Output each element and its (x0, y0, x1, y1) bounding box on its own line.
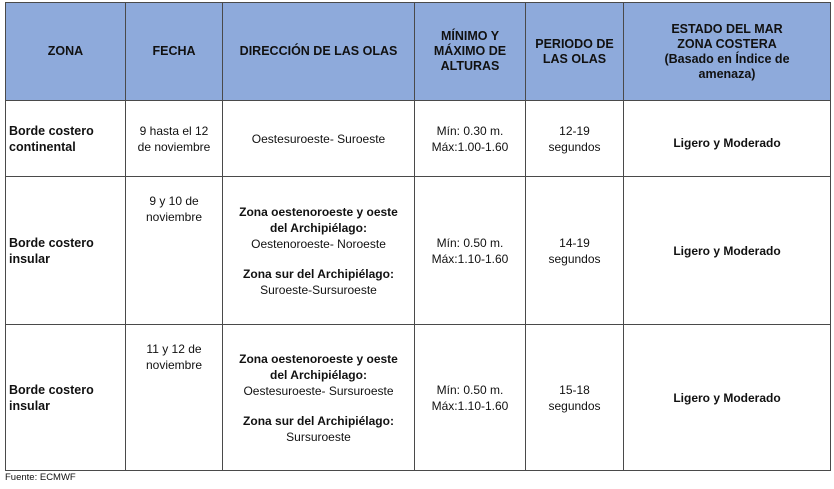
cell-fecha: 9 hasta el 12 de noviembre (126, 101, 223, 177)
source-note: Fuente: ECMWF (5, 472, 76, 483)
cell-estado: Ligero y Moderado (624, 177, 831, 325)
cell-fecha: 11 y 12 de noviembre (126, 325, 223, 471)
cell-estado: Ligero y Moderado (624, 325, 831, 471)
header-alturas: MÍNIMO Y MÁXIMO DE ALTURAS (415, 3, 526, 101)
cell-periodo: 12-19 segundos (526, 101, 624, 177)
cell-zona: Borde costero insular (6, 325, 126, 471)
table-row (6, 101, 831, 177)
header-row (6, 3, 831, 101)
cell-zona: Borde costero insular (6, 177, 126, 325)
cell-direccion: Zona oestenoroeste y oeste del Archipiélago: Oestenoroeste- Noroeste Zona sur del Archipiélago: Suroeste-Sursuroeste (223, 177, 415, 325)
header-fecha: FECHA (126, 3, 223, 101)
wave-forecast-table (5, 2, 831, 471)
cell-direccion: Zona oestenoroeste y oeste del Archipiélago: Oestesuroeste- Sursuroeste Zona sur del Archipiélago: Sursuroeste (223, 325, 415, 471)
cell-alturas: Mín: 0.50 m. Máx:1.10-1.60 (415, 177, 526, 325)
cell-alturas: Mín: 0.30 m. Máx:1.00-1.60 (415, 101, 526, 177)
cell-periodo: 14-19 segundos (526, 177, 624, 325)
table-row (6, 177, 831, 325)
table-row (6, 325, 831, 471)
cell-alturas: Mín: 0.50 m. Máx:1.10-1.60 (415, 325, 526, 471)
cell-estado: Ligero y Moderado (624, 101, 831, 177)
forecast-table-container (5, 2, 831, 471)
cell-fecha: 9 y 10 de noviembre (126, 177, 223, 325)
header-periodo: PERIODO DE LAS OLAS (526, 3, 624, 101)
cell-periodo: 15-18 segundos (526, 325, 624, 471)
header-zona: ZONA (6, 3, 126, 101)
header-direccion: DIRECCIÓN DE LAS OLAS (223, 3, 415, 101)
cell-zona: Borde costero continental (6, 101, 126, 177)
cell-direccion: Oestesuroeste- Suroeste (223, 101, 415, 177)
header-estado: ESTADO DEL MAR ZONA COSTERA (Basado en Índice de amenaza) (624, 3, 831, 101)
